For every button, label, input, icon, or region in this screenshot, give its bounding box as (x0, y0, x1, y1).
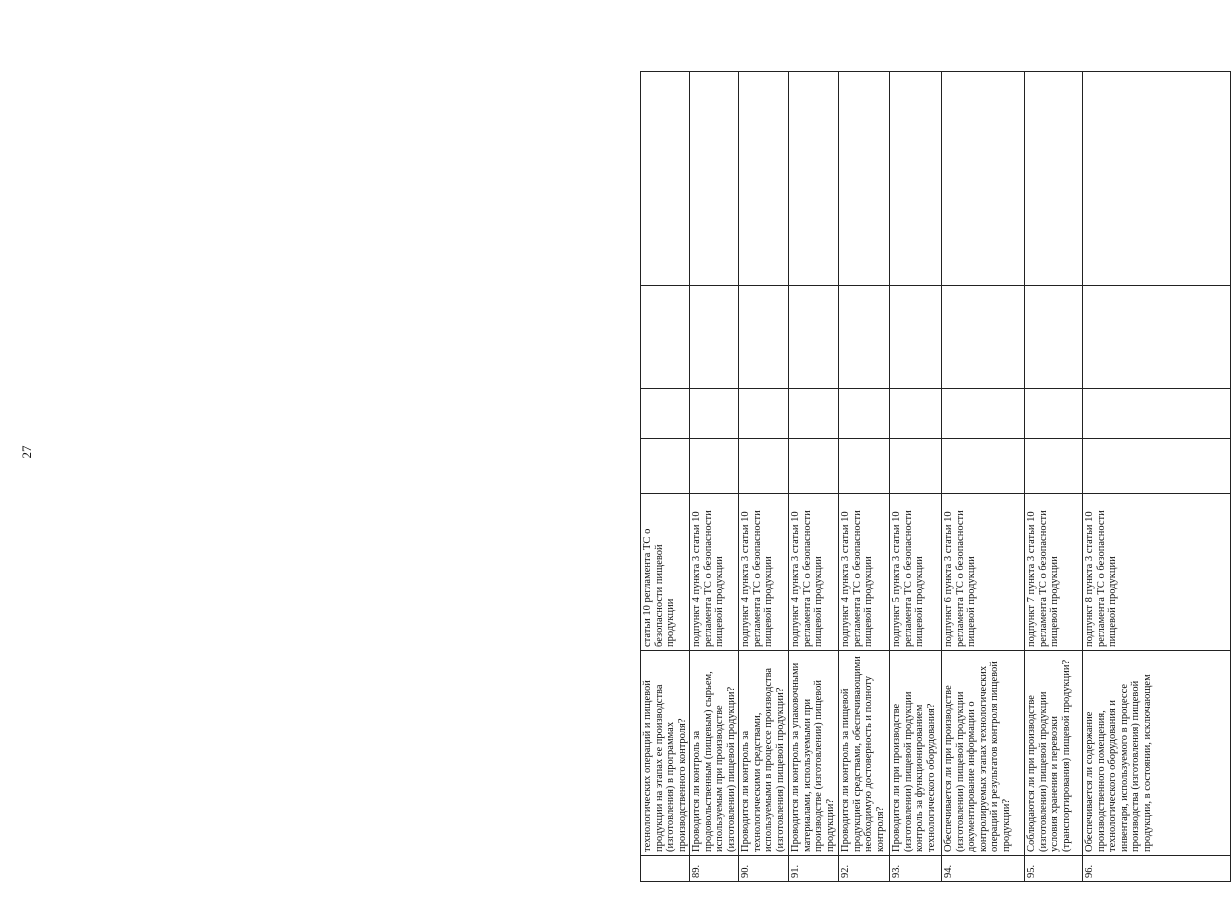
question-cell: технологических операций и пищевой продукции на этапах ее производства (изготовления) в программах производственного контроля? (641, 651, 690, 856)
answer-yes-cell (1025, 439, 1083, 494)
row-number (641, 856, 690, 882)
note-cell (1025, 72, 1083, 286)
answer-no-cell (942, 389, 1025, 439)
answer-yes-cell (942, 439, 1025, 494)
note-cell (739, 72, 789, 286)
row-number: 92. (839, 856, 890, 882)
note-cell (789, 72, 839, 286)
answer-na-cell (789, 286, 839, 389)
answer-yes-cell (839, 439, 890, 494)
row-number: 91. (789, 856, 839, 882)
question-cell: Проводится ли контроль за продовольственным (пищевым) сырьем, используемым при производстве (изготовлении) пищевой продукции? (690, 651, 739, 856)
answer-yes-cell (1083, 439, 1231, 494)
row-number: 90. (739, 856, 789, 882)
table-row (890, 72, 942, 882)
answer-yes-cell (641, 439, 690, 494)
answer-na-cell (690, 286, 739, 389)
answer-yes-cell (789, 439, 839, 494)
note-cell (690, 72, 739, 286)
answer-no-cell (690, 389, 739, 439)
answer-no-cell (789, 389, 839, 439)
answer-no-cell (839, 389, 890, 439)
table-row (839, 72, 890, 882)
question-cell: Проводится ли при производстве (изготовлении) пищевой продукции контроль за функционированием технологического оборудования? (890, 651, 942, 856)
answer-yes-cell (890, 439, 942, 494)
answer-na-cell (890, 286, 942, 389)
answer-yes-cell (739, 439, 789, 494)
answer-na-cell (1083, 286, 1231, 389)
table-row (942, 72, 1025, 882)
answer-no-cell (641, 389, 690, 439)
answer-yes-cell (690, 439, 739, 494)
question-cell: Проводится ли контроль за технологическими средствами, используемыми в процессе производства (изготовления) пищевой продукции? (739, 651, 789, 856)
table-row (641, 72, 690, 882)
reference-cell: подпункт 4 пункта 3 статьи 10 регламента ТС о безопасности пищевой продукции (690, 494, 739, 651)
question-cell: Обеспечивается ли содержание производственного помещения, технологического оборудования и инвентаря, используемого в процессе производства (изготовления) пищевой продукции, в состоянии, исключающем (1083, 651, 1231, 856)
reference-cell: подпункт 6 пункта 3 статьи 10 регламента ТС о безопасности пищевой продукции (942, 494, 1025, 651)
checklist-table (640, 71, 1231, 882)
note-cell (839, 72, 890, 286)
row-number: 95. (1025, 856, 1083, 882)
question-cell: Обеспечивается ли при производстве (изготовлении) пищевой продукции документирование информации о контролируемых этапах технологических операций и результатов контроля пищевой продукции? (942, 651, 1025, 856)
table-row (1025, 72, 1083, 882)
reference-cell: подпункт 8 пункта 3 статьи 10 регламента ТС о безопасности пищевой продукции (1083, 494, 1231, 651)
question-cell: Соблюдаются ли при производстве (изготовлении) пищевой продукции условия хранения и перевозки (транспортирования) пищевой продукции? (1025, 651, 1083, 856)
answer-na-cell (739, 286, 789, 389)
answer-na-cell (942, 286, 1025, 389)
answer-na-cell (641, 286, 690, 389)
note-cell (942, 72, 1025, 286)
reference-cell: подпункт 7 пункта 3 статьи 10 регламента ТС о безопасности пищевой продукции (1025, 494, 1083, 651)
table-row (739, 72, 789, 882)
answer-na-cell (1025, 286, 1083, 389)
answer-na-cell (839, 286, 890, 389)
note-cell (641, 72, 690, 286)
answer-no-cell (890, 389, 942, 439)
page-number: 27 (19, 445, 34, 459)
question-cell: Проводится ли контроль за упаковочными материалами, используемыми при производстве (изготовлении) пищевой продукции? (789, 651, 839, 856)
note-cell (890, 72, 942, 286)
answer-no-cell (1025, 389, 1083, 439)
row-number: 96. (1083, 856, 1231, 882)
note-cell (1083, 72, 1231, 286)
row-number: 93. (890, 856, 942, 882)
question-cell: Проводится ли контроль за пищевой продукцией средствами, обеспечивающими необходимую достоверность и полноту контроля? (839, 651, 890, 856)
checklist-table-wrapper (640, 72, 1205, 882)
reference-cell: подпункт 4 пункта 3 статьи 10 регламента ТС о безопасности пищевой продукции (739, 494, 789, 651)
reference-cell: статьи 10 регламента ТС о безопасности пищевой продукции (641, 494, 690, 651)
reference-cell: подпункт 4 пункта 3 статьи 10 регламента ТС о безопасности пищевой продукции (789, 494, 839, 651)
row-number: 89. (690, 856, 739, 882)
table-row (690, 72, 739, 882)
row-number: 94. (942, 856, 1025, 882)
table-row (1083, 72, 1231, 882)
reference-cell: подпункт 4 пункта 3 статьи 10 регламента ТС о безопасности пищевой продукции (839, 494, 890, 651)
answer-no-cell (739, 389, 789, 439)
reference-cell: подпункт 5 пункта 3 статьи 10 регламента ТС о безопасности пищевой продукции (890, 494, 942, 651)
table-row (789, 72, 839, 882)
answer-no-cell (1083, 389, 1231, 439)
